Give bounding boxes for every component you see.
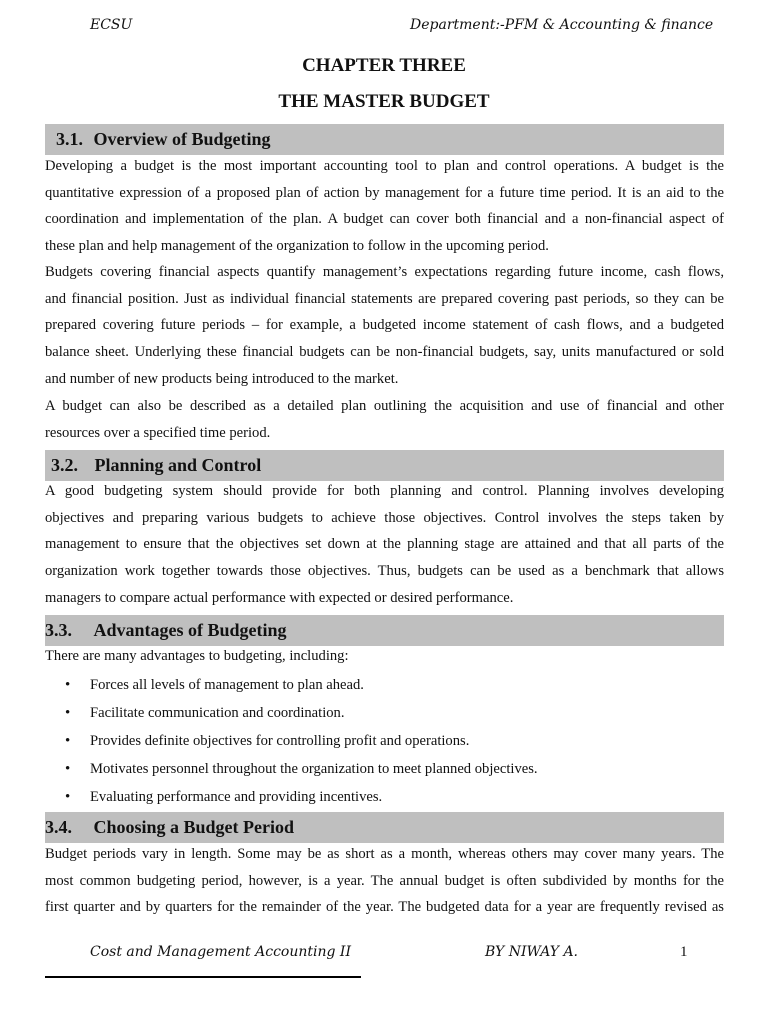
page-number: 1: [680, 944, 688, 960]
text-line: first quarter and by quarters for the remainder of the year. The budgeted data for a year are frequently revised as: [45, 899, 724, 916]
section-number: 3.1.: [56, 129, 83, 149]
text-line: organization work together towards those objectives. Thus, budgets can be used as a benchmark that allows: [45, 563, 724, 580]
paragraph: [45, 478, 724, 612]
list-item: • Provides definite objectives for controlling profit and operations.: [45, 727, 538, 755]
section-title: Overview of Budgeting: [93, 129, 271, 149]
advantages-list: [45, 671, 538, 811]
text-line: Budgets covering financial aspects quantify management’s expectations regarding future income, cash flows,: [45, 264, 724, 280]
footer-divider: [45, 976, 361, 978]
text-line: and financial position. Just as individual financial statements are prepared covering past periods, so they can be: [45, 290, 724, 307]
text-line: A good budgeting system should provide for both planning and control. Planning involves developing: [45, 483, 724, 499]
footer-author: BY NIWAY A.: [485, 944, 579, 960]
text-line: managers to compare actual performance with expected or desired performance.: [45, 589, 514, 606]
list-item: • Motivates personnel throughout the organization to meet planned objectives.: [45, 755, 538, 783]
paragraph: [45, 153, 724, 260]
text-line: quantitative expression of a proposed plan of action by management for a future time period. It is an aid to the: [45, 184, 724, 201]
list-item: • Facilitate communication and coordination.: [45, 699, 538, 727]
paragraph: [45, 259, 724, 393]
section-title: Planning and Control: [94, 455, 262, 475]
section-title: Advantages of Budgeting: [93, 620, 287, 640]
section-number: 3.3.: [45, 620, 72, 640]
text-line: objectives and preparing various budgets to achieve those objectives. Control involves the steps taken by: [45, 509, 724, 526]
text-line: balance sheet. Underlying these financial budgets can be non-financial budgets, say, units manufactured or sold: [45, 344, 724, 361]
text-line: Developing a budget is the most important accounting tool to plan and control operations. A budget is the: [45, 158, 724, 174]
text-line: and number of new products being introduced to the market.: [45, 370, 399, 387]
text-line: There are many advantages to budgeting, including:: [45, 648, 349, 664]
paragraph: [45, 841, 724, 921]
text-line: resources over a specified time period.: [45, 424, 271, 441]
section-heading-3-1: [45, 124, 724, 155]
text-line: Budget periods vary in length. Some may be as short as a month, whereas others may cover many years. The: [45, 846, 724, 862]
list-item: • Evaluating performance and providing incentives.: [45, 783, 538, 811]
text-line: these plan and help management of the organization to follow in the upcoming period.: [45, 238, 549, 255]
section-number: 3.4.: [45, 817, 72, 837]
paragraph: [45, 393, 724, 446]
text-line: A budget can also be described as a detailed plan outlining the acquisition and use of financial and other: [45, 398, 724, 414]
section-heading-3-4: [45, 812, 724, 843]
text-line: prepared covering future periods – for example, a budgeted income statement of cash flows, and a budgeted: [45, 317, 724, 334]
section-number: 3.2.: [51, 455, 78, 475]
list-item: • Forces all levels of management to plan ahead.: [45, 671, 538, 699]
header-department: Department:-PFM & Accounting & finance: [410, 17, 714, 33]
chapter-title: THE MASTER BUDGET: [278, 91, 490, 112]
paragraph: [45, 643, 724, 670]
chapter-label: CHAPTER THREE: [302, 55, 466, 76]
section-title: Choosing a Budget Period: [93, 817, 295, 837]
section-heading-3-2: [45, 450, 724, 481]
section-heading-3-3: [45, 615, 724, 646]
text-line: coordination and implementation of the plan. A budget can cover both financial and a non-financial aspect of: [45, 211, 724, 228]
text-line: most common budgeting period, however, is a year. The annual budget is often subdivided by months for the: [45, 872, 724, 889]
header-institution: ECSU: [90, 17, 133, 33]
text-line: management to ensure that the objectives set down at the planning stage are attained and that all parts of the: [45, 536, 724, 553]
footer-course: Cost and Management Accounting II: [90, 944, 351, 960]
